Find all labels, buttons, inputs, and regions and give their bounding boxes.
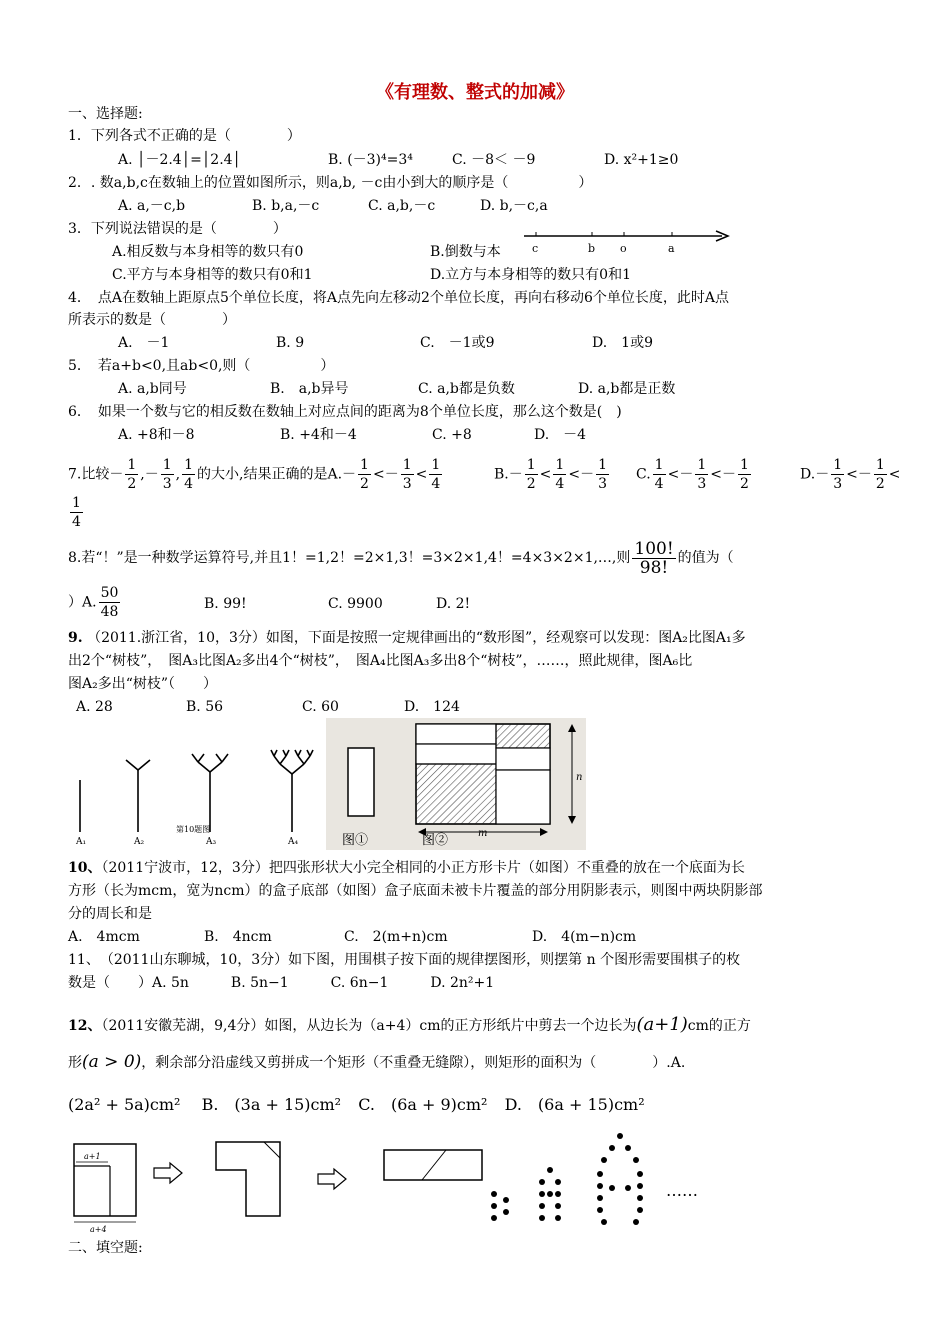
q5-option-b: B. a,b异号 [270,381,349,397]
q8-line1: 8.若“！”是一种数学运算符号,并且1！=1,2！=2×1,3！=3×2×1,4！=4×3×2×1,…,则 $\frac{100!}{98!}$ 的值为（ [68,538,734,578]
q4-option-d: D. 1或9 [592,335,653,351]
q6-option-c: C. +8 [432,427,472,443]
q3-option-a: A.相反数与本身相等的数只有0 [112,244,304,260]
section-fill-heading: 二、填空题: [68,1240,143,1256]
axis-label-b: b [588,242,596,255]
q10-line3: 分的周长和是 [68,906,152,922]
figure-label-2: 图② [422,833,449,848]
q9-option-b: B. 56 [186,699,224,715]
q3-option-d: D.立方与本身相等的数只有0和1 [430,267,631,283]
q12-option-d: D. (6a + 15)cm² [504,1095,645,1114]
tree-label-a3: A₃ [206,837,217,847]
q6-stem: 6． 如果一个数与它的相反数在数轴上对应点间的距离为8个单位长度，那么这个数是( ) [68,404,622,420]
q5-stem: 5． 若a+b<0,且ab<0,则（ ） [68,358,335,374]
dim-label-outer: a+4 [90,1225,107,1234]
pattern-ellipsis: …… [666,1181,698,1200]
q12-option-c: C. (6a + 9)cm² [358,1095,488,1114]
q5-option-c: C. a,b都是负数 [418,381,515,397]
q10-line1: 10、（2011宁波市，12，3分）把四张形状大小完全相同的小正方形卡片（如图）不重叠的放在一个底面为长 [68,860,745,876]
q5-option-a: A. a,b同号 [118,381,187,397]
q6-option-a: A. +8和－8 [118,427,195,443]
q2-stem: 2．. 数a,b,c在数轴上的位置如图所示，则a,b, －c由小到大的顺序是（ ） [68,175,593,191]
q10-option-b: B. 4ncm [204,929,272,945]
tree-figure [68,740,330,850]
q6-option-d: D. －4 [534,427,587,443]
tree-label-a1: A₁ [76,837,87,847]
dim-label-n: n [576,772,583,783]
q2-option-a: A. a,－c,b [118,198,186,214]
q12-option-a: (2a² + 5a)cm² [68,1095,181,1114]
tree-label-a2: A₂ [134,837,145,847]
q1-stem: 1．下列各式不正确的是（ ） [68,128,301,144]
q6-option-b: B. +4和－4 [280,427,357,443]
q10-option-a: A. 4mcm [68,929,140,945]
q9-line1: 9. （2011.浙江省，10，3分）如图，下面是按照一定规律画出的“数形图”，经观察可以发现：图A₂比图A₁多 [68,630,746,646]
go-stone-pattern-figure [484,1124,734,1234]
q4-option-a: A. －1 [118,335,170,351]
q1-option-d: D. x²+1≥0 [604,152,679,168]
q9-line3: 图A₂多出“树枝”（ ） [68,676,218,692]
q4-option-c: C. －1或9 [420,335,495,351]
axis-label-o: o [620,242,627,255]
q8-option-d: D. 2! [436,596,471,612]
q7-option-d: D.－ $\frac{1}{3}$ <－ $\frac{1}{2}$ < [800,457,901,492]
q12-option-b: B. (3a + 15)cm² [201,1095,342,1114]
dim-label-m: m [478,828,488,839]
q7-option-c: C. $\frac{1}{4}$ <－ $\frac{1}{3}$ <－ $\frac{1}{2}$ [636,457,749,492]
q9-option-a: A. 28 [76,699,113,715]
q7-option-d-continued: $\frac{1}{4}$ [72,495,81,530]
q4-option-b: B. 9 [276,335,305,351]
q4-line2: 所表示的数是（ ） [68,312,236,328]
q11-line2: 数是（ ）A. 5n B. 5n−1 C. 6n−1 D. 2n²+1 [68,975,495,991]
number-line-figure [524,228,734,258]
axis-label-a: a [668,242,675,255]
axis-label-c: c [532,242,539,255]
q8-line2: ）A. $\frac{50}{48}$ [68,585,119,620]
card-box-figure [326,718,586,850]
q10-line2: 方形（长为mcm，宽为ncm）的盒子底部（如图）盒子底面未被卡片覆盖的部分用阴影表示，则图中两块阴影部 [68,883,763,899]
q3-option-c: C.平方与本身相等的数只有0和1 [112,267,313,283]
q9-option-d: D. 124 [404,699,460,715]
q1-option-a: A. │－2.4│=│2.4│ [118,152,241,168]
q10-option-c: C. 2(m+n)cm [344,929,448,945]
dim-label-inner: a+1 [84,1152,101,1161]
q11-line1: 11、 （2011山东聊城，10，3分）如下图，用围棋子按下面的规律摆图形，则摆第 n 个图形需要围棋子的枚 [68,952,741,968]
section-choice-heading: 一、选择题: [68,106,143,122]
q10-option-d: D. 4(m−n)cm [532,929,637,945]
q12-options [68,1090,645,1120]
q2-option-c: C. a,b,－c [368,198,436,214]
q8-option-b: B. 99! [204,596,247,612]
figure-label-1: 图① [342,833,369,848]
q9-option-c: C. 60 [302,699,339,715]
tree-label-a4: A₄ [288,837,299,847]
q1-option-b: B. (－3)⁴=3⁴ [328,152,413,168]
q3-stem: 3．下列说法错误的是（ ） [68,221,287,237]
q7-line: 7.比较－ $\frac{1}{2}$ ,－ $\frac{1}{3}$ , $\frac{1}{4}$ 的大小,结果正确的是A.－ $\frac{1}{2}$ <－ $\frac{1}{3}$ < $\frac{1}{4}$ [68,457,441,492]
q4-line1: 4． 点A在数轴上距原点5个单位长度，将A点先向左移动2个单位长度，再向右移动6个单位长度，此时A点 [68,290,729,306]
q2-option-d: D. b,－c,a [480,198,548,214]
q1-option-c: C. －8＜ －9 [452,152,536,168]
q5-option-d: D. a,b都是正数 [578,381,676,397]
q3-option-b: B.倒数与本 [430,244,501,260]
q8-option-c: C. 9900 [328,596,383,612]
q2-option-b: B. b,a,－c [252,198,320,214]
q9-line2: 出2个“树枝”， 图A₃比图A₂多出4个“树枝”， 图A₄比图A₃多出8个“树枝”，……，照此规律，图A₆比 [68,653,693,669]
square-cut-figure [66,1138,486,1234]
page-title: 《有理数、整式的加减》 [376,82,574,103]
q12-line2: 形(a > 0)，剩余部分沿虚线又剪拼成一个矩形（不重叠无缝隙），则矩形的面积为（ ）.A. [68,1052,686,1072]
tree-figure-caption: 第10题图 [176,825,211,834]
q7-option-b: B.－ $\frac{1}{2}$ < $\frac{1}{4}$ <－ $\frac{1}{3}$ [494,457,607,492]
q12-line1: 12、（2011安徽芜湖，9,4分）如图，从边长为（a+4）cm的正方形纸片中剪去一个边长为(a+1)cm的正方 [68,1014,751,1035]
